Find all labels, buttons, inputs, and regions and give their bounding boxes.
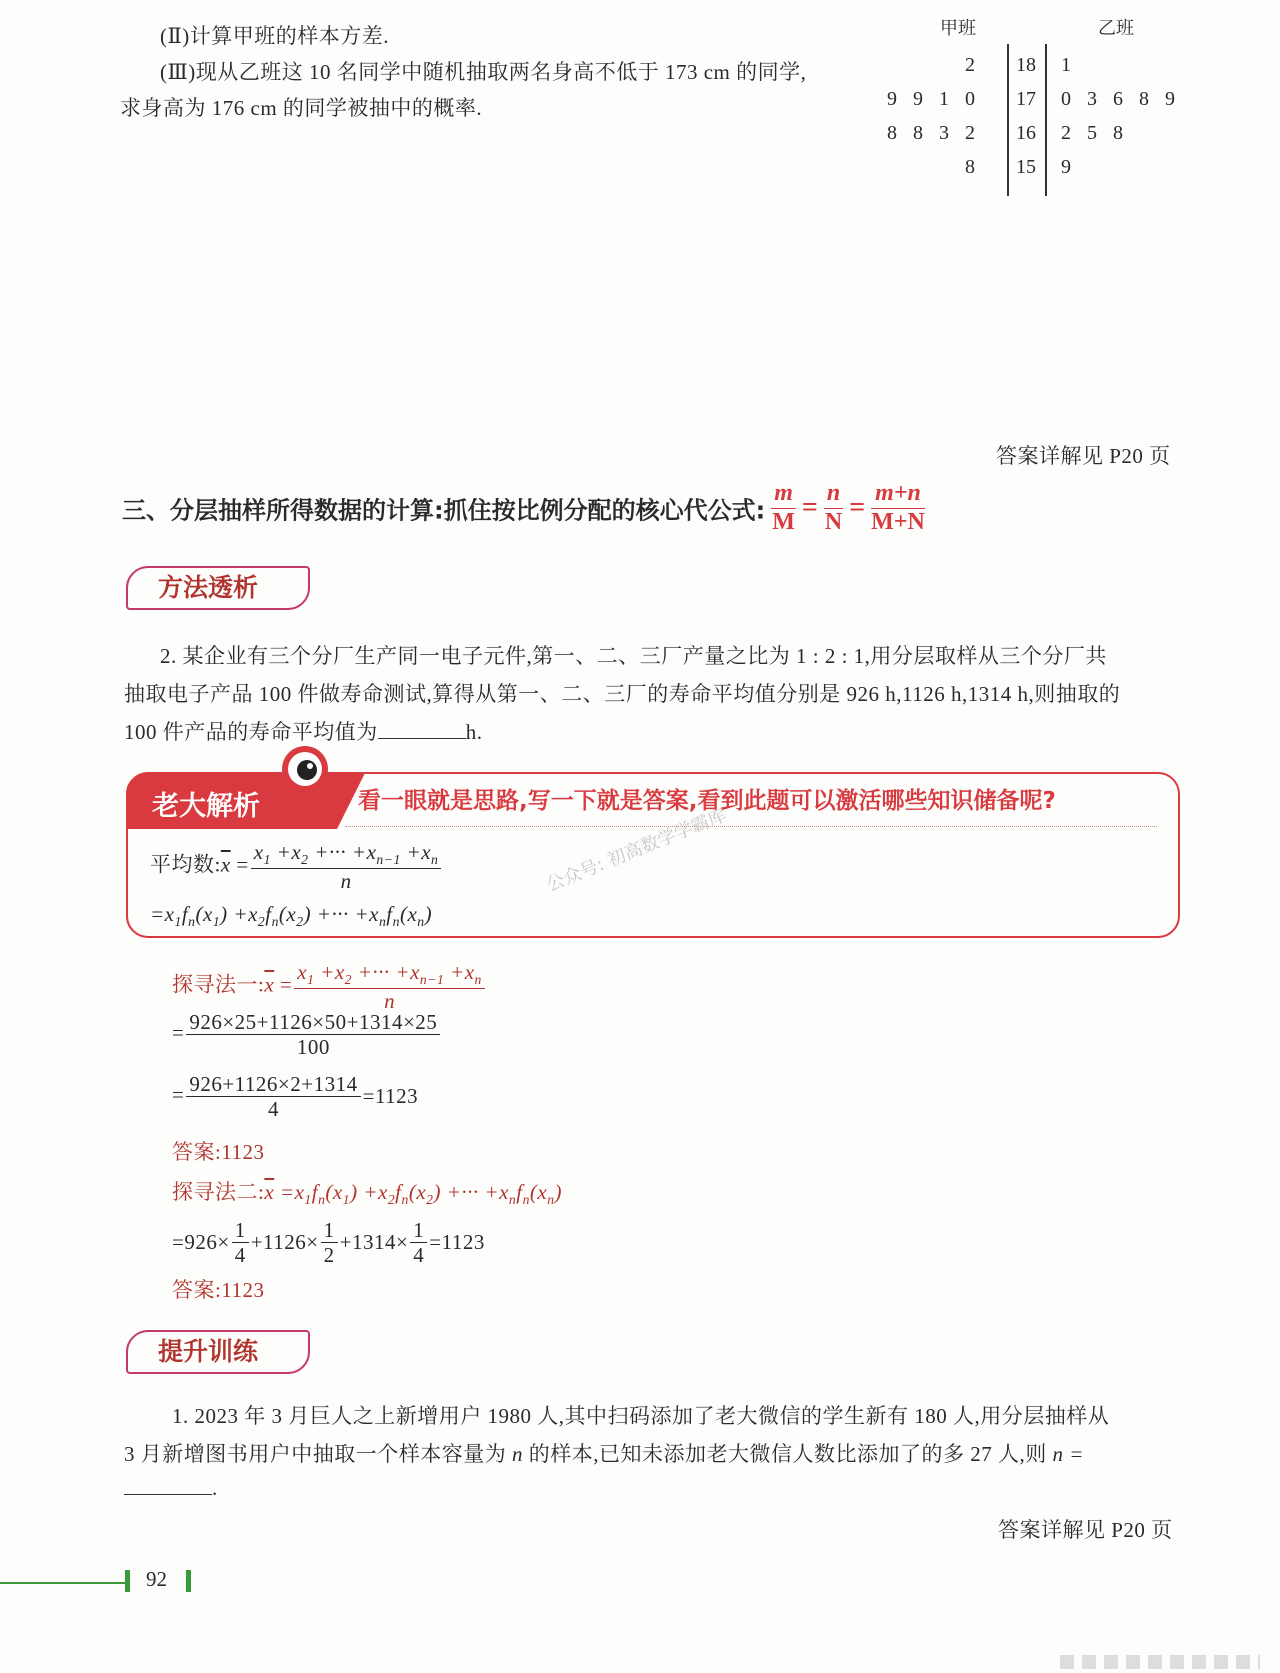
- page-number: 92: [146, 1567, 167, 1591]
- ratio-fraction-1: $\frac{m}{M}$: [772, 480, 795, 535]
- method-1-step2-fraction: $\frac{926\times 25+1126\times 50+1314\times 25}{100}$: [186, 1010, 440, 1059]
- leaf-left: 8: [887, 122, 897, 144]
- leaf-right: 0: [1061, 88, 1071, 110]
- answer-reference: 答案详解见 P20 页: [996, 444, 1171, 468]
- scan-artifact-bars: [1060, 1655, 1260, 1669]
- leaf-left: 1: [939, 88, 949, 110]
- equals-sign: =: [849, 492, 866, 524]
- right-class-title: 乙班: [1098, 18, 1134, 38]
- question-2-line3: 100 件产品的寿命平均值为 h.: [124, 720, 483, 744]
- footer-green-line: [0, 1582, 125, 1584]
- mean-weighted-formula: $=x_1f_n(x_1) +x_2f_n(x_2)$ +··· $+x_nf_n(x_n)$: [150, 902, 433, 930]
- leaf-left: 9: [887, 88, 897, 110]
- fraction-one-quarter: $\frac{1}{4}$: [410, 1218, 427, 1267]
- improve-training-label: 提升训练: [158, 1337, 259, 1366]
- fraction-one-quarter: $\frac{1}{4}$: [232, 1218, 249, 1267]
- method-1-step3: = $\frac{926+1126\times 2+1314}{4}$ =1123: [172, 1072, 419, 1122]
- stem: 16: [1016, 122, 1036, 144]
- left-class-title: 甲班: [940, 18, 976, 38]
- mean-formula: 平均数$:\overline{x}$ = $\frac{x_1 +x_2 +\cdot\cdot\cdot +x_{n-1} +x_n}{n}$: [150, 840, 443, 893]
- leaf-right: 3: [1087, 88, 1097, 110]
- method-2-step: =926× $\frac{1}{4}$ +1126× $\frac{1}{2}$ +1314× $\frac{1}{4}$ =1123: [172, 1218, 485, 1268]
- training-question-line2: 3 月新增图书用户中抽取一个样本容量为 n 的样本,已知未添加老大微信人数比添加了的多 27 人,则 n =: [124, 1442, 1084, 1466]
- section-heading: [122, 480, 927, 536]
- leaf-left: 8: [965, 156, 975, 178]
- leaf-right: 2: [1061, 122, 1071, 144]
- leaf-right: 8: [1139, 88, 1149, 110]
- method-analysis-label: 方法透析: [158, 573, 259, 602]
- ratio-fraction-3: $\frac{m+n}{M+N}$: [871, 480, 925, 535]
- question-2-line2: 抽取电子产品 100 件做寿命测试,算得从第一、二、三厂的寿命平均值分别是 926 h,1126 h,1314 h,则抽取的: [124, 682, 1121, 706]
- leaf-left: 3: [939, 122, 949, 144]
- stem-leaf-plot: [880, 14, 1190, 204]
- fraction-one-half: $\frac{1}{2}$: [321, 1218, 338, 1267]
- leaf-right: 6: [1113, 88, 1123, 110]
- improve-training-tag: [126, 1330, 310, 1374]
- answer-reference: 答案详解见 P20 页: [998, 1518, 1173, 1542]
- training-question-line1: 1. 2023 年 3 月巨人之上新增用户 1980 人,其中扫码添加了老大微信的学生新有 180 人,用分层抽样从: [172, 1404, 1110, 1428]
- method-analysis-tag: [126, 566, 310, 610]
- answer-blank: [124, 1494, 212, 1495]
- leaf-right: 1: [1061, 54, 1071, 76]
- question-part-iii-line1: (Ⅲ)现从乙班这 10 名同学中随机抽取两名身高不低于 173 cm 的同学,: [160, 60, 807, 84]
- method-2-formula: 探寻法二$:\overline{x} =x_1f_n(x_1) +x_2f_n(x_2)$ +··· $+x_nf_n(x_n)$: [172, 1180, 563, 1208]
- leaf-left: 9: [913, 88, 923, 110]
- footer-bar-left: [125, 1570, 130, 1592]
- leaf-right: 9: [1061, 156, 1071, 178]
- ratio-fraction-2: $\frac{n}{N}$: [824, 480, 843, 535]
- stem: 17: [1016, 88, 1036, 110]
- mean-fraction: $\frac{x_1 +x_2 +\cdot\cdot\cdot +x_{n-1} +x_n}{n}$: [251, 840, 442, 893]
- analysis-slogan: 看一眼就是思路,写一下就是答案,看到此题可以激活哪些知识储备呢?: [358, 788, 1056, 814]
- analysis-dotted-line: [345, 826, 1157, 827]
- leaf-right: 5: [1087, 122, 1097, 144]
- eye-icon: [282, 746, 328, 792]
- method-1-answer: 答案:1123: [172, 1140, 265, 1164]
- equals-sign: =: [801, 492, 818, 524]
- method-2-answer: 答案:1123: [172, 1278, 265, 1302]
- method-1-formula: 探寻法一$:\overline{x}$ = $\frac{x_1 +x_2 +\cdot\cdot\cdot +x_{n-1} +x_n}{n}$: [172, 960, 487, 1013]
- stem: 15: [1016, 156, 1036, 178]
- section-heading-text: 三、分层抽样所得数据的计算:抓住按比例分配的核心代公式:: [122, 496, 766, 525]
- leaf-left: 8: [913, 122, 923, 144]
- method-1-fraction: $\frac{x_1 +x_2 +\cdot\cdot\cdot +x_{n-1} +x_n}{n}$: [294, 960, 485, 1013]
- method-1-step3-fraction: $\frac{926+1126\times 2+1314}{4}$: [186, 1072, 360, 1121]
- method-1-step2: = $\frac{926\times 25+1126\times 50+1314\times 25}{100}$: [172, 1010, 442, 1059]
- analysis-label: 老大解析: [152, 791, 260, 822]
- stem-left-divider: [1007, 44, 1009, 196]
- question-part-ii: (Ⅱ)计算甲班的样本方差.: [160, 24, 390, 48]
- question-2-line1: 2. 某企业有三个分厂生产同一电子元件,第一、二、三厂产量之比为 1 : 2 : 1,用分层取样从三个分厂共: [160, 644, 1107, 668]
- leaf-left: 2: [965, 54, 975, 76]
- leaf-right: 8: [1113, 122, 1123, 144]
- leaf-right: 9: [1165, 88, 1175, 110]
- watermark: 公众号: 初高数学学霸库: [543, 804, 730, 897]
- answer-blank: [378, 738, 466, 739]
- stem-right-divider: [1045, 44, 1047, 196]
- training-question-line3: .: [124, 1476, 218, 1501]
- leaf-left: 2: [965, 122, 975, 144]
- question-part-iii-line2: 求身高为 176 cm 的同学被抽中的概率.: [120, 96, 483, 120]
- footer-bar-right: [186, 1570, 191, 1592]
- stem: 18: [1016, 54, 1036, 76]
- leaf-left: 0: [965, 88, 975, 110]
